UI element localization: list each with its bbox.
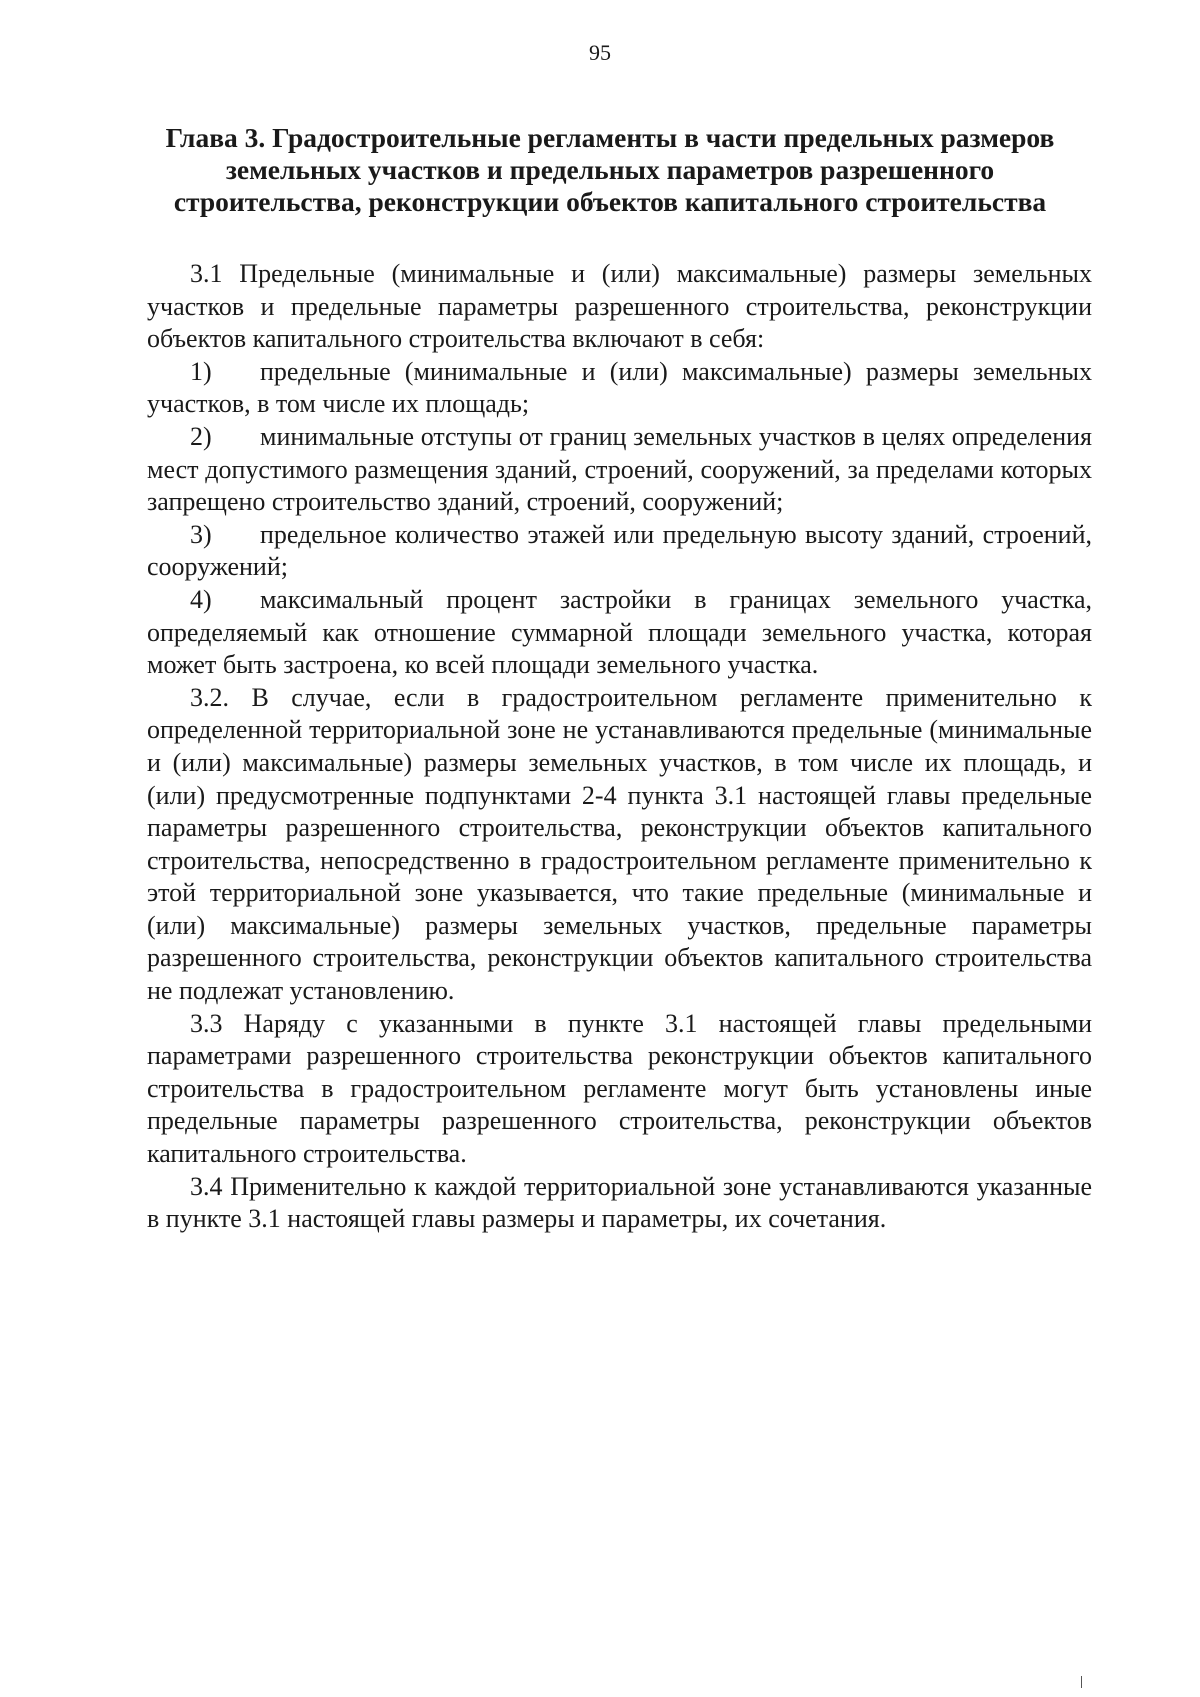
list-item-number: 1) (190, 356, 212, 386)
document-body (147, 258, 1092, 1236)
chapter-title (135, 122, 1085, 218)
chapter-title-line-2: земельных участков и предельных параметров разрешенного (225, 154, 995, 185)
list-item-text: минимальные отступы от границ земельных участков в целях определения мест допустимого размещения зданий, строений, сооружений, за пределами которых запрещено строительство зданий, строений, сооружений; (147, 421, 1092, 517)
list-item-3 (147, 519, 1092, 584)
section-3-1-intro: 3.1 Предельные (минимальные и (или) максимальные) размеры земельных участков и предельные параметры разрешенного строительства, реконструкции объектов капитального строительства включают в себя: (147, 259, 1092, 354)
section-3-3: 3.3 Наряду с указанными в пункте 3.1 настоящей главы предельными параметрами разрешенного строительства реконструкции объектов капитального строительства в градостроительном регламенте могут быть установлены иные предельные параметры разрешенного строительства, реконструкции объектов капитального строительства. (147, 1008, 1092, 1169)
chapter-title-line-3: строительства, реконструкции объектов капитального строительства (173, 186, 1047, 217)
list-item-text: максимальный процент застройки в границах земельного участка, определяемый как отношение суммарной площади земельного участка, которая может быть застроена, ко всей площади земельного участка. (147, 584, 1092, 680)
list-item-text: предельное количество этажей или предельную высоту зданий, строений, сооружений; (147, 519, 1092, 582)
list-item-number: 2) (190, 421, 212, 451)
list-item-text: предельные (минимальные и (или) максимальные) размеры земельных участков, в том числе их площадь; (147, 356, 1092, 419)
scan-artifact-mark (1081, 1676, 1082, 1688)
list-item-2 (147, 421, 1092, 519)
list-item-number: 3) (190, 519, 212, 549)
section-3-4: 3.4 Применительно к каждой территориальной зоне устанавливаются указанные в пункте 3.1 настоящей главы размеры и параметры, их сочетания. (147, 1171, 1092, 1234)
chapter-title-line-1: Глава 3. Градостроительные регламенты в части предельных размеров (165, 122, 1055, 153)
list-item-1 (147, 356, 1092, 421)
list-item-4 (147, 584, 1092, 682)
section-3-2: 3.2. В случае, если в градостроительном регламенте применительно к определенной территориальной зоне не устанавливаются предельные (минимальные и (или) максимальные) размеры земельных участков, в том числе их площадь, и (или) предусмотренные подпунктами 2-4 пункта 3.1 настоящей главы предельные параметры разрешенного строительства, реконструкции объектов капитального строительства, непосредственно в градостроительном регламенте применительно к этой территориальной зоне указывается, что такие предельные (минимальные и (или) максимальные) размеры земельных участков, предельные параметры разрешенного строительства, реконструкции объектов капитального строительства не подлежат установлению. (147, 682, 1092, 1006)
list-item-number: 4) (190, 584, 212, 614)
page-number: 95 (589, 40, 611, 65)
